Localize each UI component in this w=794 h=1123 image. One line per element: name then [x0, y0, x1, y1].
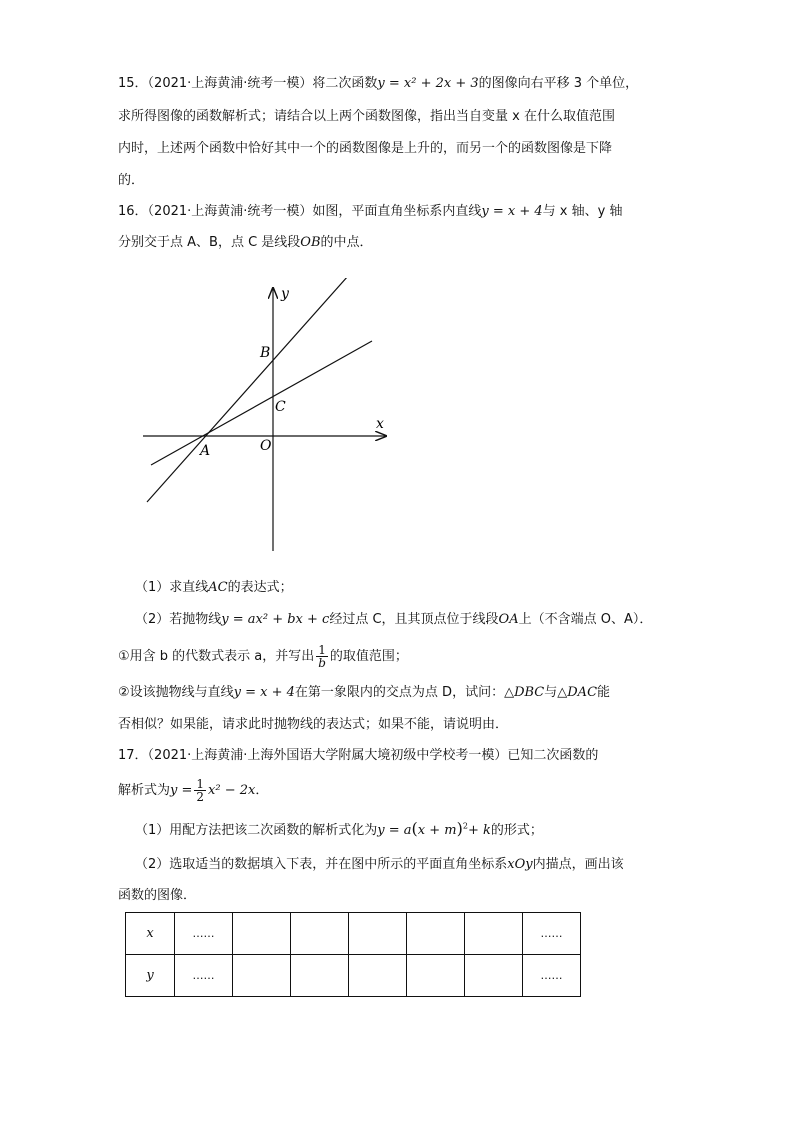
q17-function-rest: x² − 2x — [208, 783, 256, 798]
label-o: O — [260, 438, 272, 454]
q17-line2 — [118, 776, 268, 806]
q16-segment-ac: AC — [208, 580, 228, 595]
q15-suffix: 的图像向右平移 3 个单位， — [478, 76, 639, 91]
fraction-denominator: b — [318, 656, 326, 670]
q16-sub2-mid: 在第一象限内的交点为点 D，试问： — [294, 685, 505, 700]
q17-fraction-half — [194, 778, 206, 803]
table-cell-empty[interactable] — [465, 913, 523, 955]
q16-sub2 — [118, 684, 610, 702]
table-cell-ellipsis: …… — [523, 955, 581, 997]
q16-line1 — [118, 203, 622, 221]
coordinate-diagram — [140, 278, 400, 558]
table-cell-empty[interactable] — [349, 913, 407, 955]
q17-part1 — [135, 820, 543, 840]
table-cell-empty[interactable] — [291, 913, 349, 955]
table-cell-empty[interactable] — [465, 955, 523, 997]
q16-line2 — [118, 234, 373, 252]
q17-part1-suffix: 的形式； — [490, 823, 543, 838]
q16-part1-prefix: （1）求直线 — [135, 580, 209, 595]
q15-line2: 求所得图像的函数解析式；请结合以上两个函数图像，指出当自变量 x 在什么取值范围 — [118, 109, 615, 124]
q15-line4: 的． — [118, 173, 145, 188]
q16-fraction-1-over-b — [316, 644, 328, 669]
label-c: C — [275, 399, 286, 415]
value-table — [125, 912, 581, 997]
table-cell-ellipsis: …… — [175, 955, 233, 997]
table-row-x — [126, 913, 581, 955]
fraction-denominator: 2 — [196, 790, 205, 804]
q17-part2-suffix: 内描点，画出该 — [532, 857, 624, 872]
q16-sub1-suffix: 的取值范围； — [329, 649, 408, 664]
table-cell-ellipsis: …… — [523, 913, 581, 955]
label-a: A — [200, 443, 211, 459]
table-cell-empty[interactable] — [407, 955, 465, 997]
paren-open: ( — [411, 819, 418, 838]
table-cell-empty[interactable] — [407, 913, 465, 955]
exponent-2: 2 — [462, 821, 468, 831]
table-row-y — [126, 955, 581, 997]
q16-sub2-suffix: 能 — [597, 685, 611, 700]
q16-part1-suffix: 的表达式； — [227, 580, 293, 595]
q16-parabola-function: y = ax² + bx + c — [221, 612, 330, 627]
q16-sub1-prefix: ①用含 b 的代数式表示 a，并写出 — [118, 649, 315, 664]
q16-line2-prefix: 分别交于点 A、B，点 C 是线段 — [118, 235, 301, 250]
table-cell-empty[interactable] — [233, 913, 291, 955]
q15-line1 — [118, 75, 638, 93]
vertex-form-x-plus-m: x + m — [417, 823, 457, 838]
q16-segment-ob: OB — [300, 235, 321, 250]
q17-y-equals: y = — [170, 783, 193, 798]
table-cell-empty[interactable] — [349, 955, 407, 997]
label-x: x — [376, 416, 384, 432]
fraction-numerator: 1 — [318, 643, 326, 657]
vertex-form-k: + k — [467, 823, 491, 838]
row-label-y: y — [126, 955, 175, 997]
q15-function: y = x² + 2x + 3 — [377, 76, 479, 91]
q16-prefix: 16．（2021·上海黄浦·统考一模）如图，平面直角坐标系内直线 — [118, 204, 482, 219]
table-cell-empty[interactable] — [291, 955, 349, 997]
q17-part2 — [135, 856, 624, 874]
q16-part2-suffix: 上（不含端点 O、A）． — [518, 612, 653, 627]
table-cell-empty[interactable] — [233, 955, 291, 997]
q15-prefix: 15．（2021·上海黄浦·统考一模）将二次函数 — [118, 76, 378, 91]
row-label-x: x — [126, 913, 175, 955]
q16-sub2-function: y = x + 4 — [233, 685, 295, 700]
paren-close: ) — [456, 819, 463, 838]
q17-part2-line2: 函数的图像． — [118, 888, 197, 903]
q16-part1 — [135, 579, 293, 597]
triangle-dbc: △DBC — [504, 685, 545, 700]
q17-part2-prefix: （2）选取适当的数据填入下表，并在图中所示的平面直角坐标系 — [135, 857, 508, 872]
q16-part2-mid: 经过点 C，且其顶点位于线段 — [329, 612, 499, 627]
coordinate-system-xoy: xOy — [507, 857, 533, 872]
q16-line-function: y = x + 4 — [481, 204, 543, 219]
q16-part2 — [135, 611, 652, 629]
q16-sub2-prefix: ②设该抛物线与直线 — [118, 685, 234, 700]
vertex-form-a: y = a — [377, 823, 412, 838]
q16-segment-oa: OA — [498, 612, 519, 627]
label-y: y — [281, 286, 289, 302]
triangle-dac: △DAC — [557, 685, 598, 700]
q16-sub1 — [118, 642, 408, 672]
q17-line2-end: ． — [255, 783, 269, 798]
q16-suffix: 与 x 轴、y 轴 — [542, 204, 623, 219]
q17-part1-prefix: （1）用配方法把该二次函数的解析式化为 — [135, 823, 378, 838]
table-cell-ellipsis: …… — [175, 913, 233, 955]
fraction-numerator: 1 — [196, 777, 205, 791]
label-b: B — [260, 345, 271, 361]
q16-line2-suffix: 的中点． — [320, 235, 373, 250]
q16-sub2-and: 与 — [544, 685, 558, 700]
q16-part2-prefix: （2）若抛物线 — [135, 612, 222, 627]
q15-line3: 内时，上述两个函数中恰好其中一个的函数图像是上升的，而另一个的函数图像是下降 — [118, 141, 613, 156]
q17-line1: 17．（2021·上海黄浦·上海外国语大学附属大境初级中学校考一模）已知二次函数的 — [118, 748, 599, 763]
q17-line2-prefix: 解析式为 — [118, 783, 171, 798]
line-ab — [147, 278, 348, 502]
q16-sub2-line2: 否相似？如果能，请求此时抛物线的表达式；如果不能，请说明由． — [118, 717, 509, 732]
